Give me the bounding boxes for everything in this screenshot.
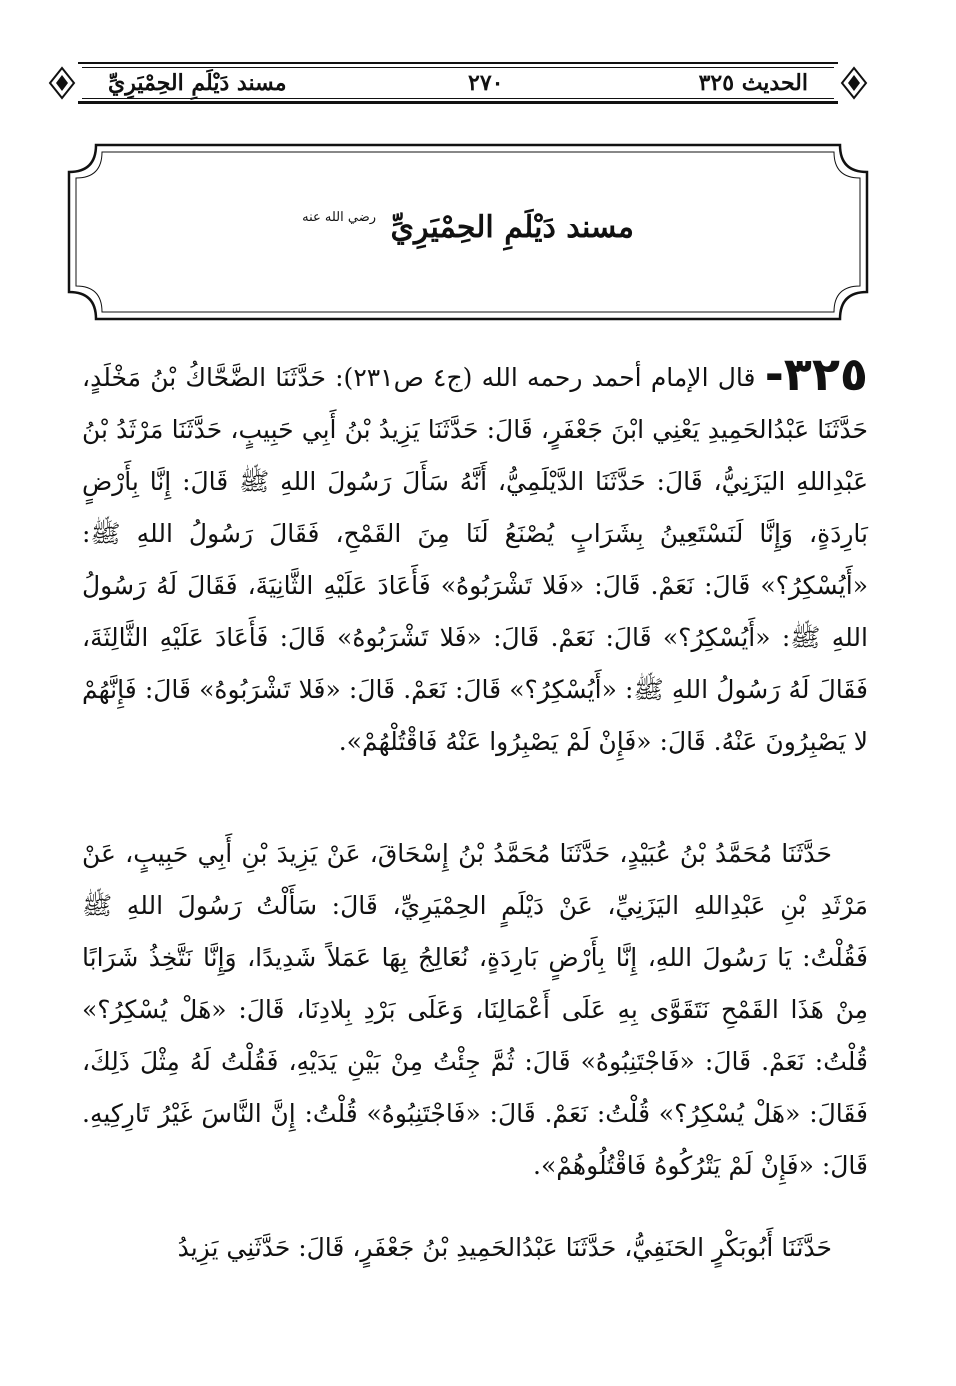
hadith-paragraph-2 (82, 828, 868, 1192)
right-ornament-icon (840, 66, 868, 100)
hadith-paragraph-3 (82, 1222, 868, 1274)
hadith-text-1: قال الإمام أحمد رحمه الله (ج٤ ص٢٣١): حَدَّثَنَا الضَّحَّاكُ بْنُ مَخْلَدٍ، حَدَّثَنَا عَبْدُالحَمِيدِ يَعْنِي ابْنَ جَعْفَرٍ، قَالَ: حَدَّثَنَا يَزِيدُ بْنُ أَبِي حَبِيبٍ، حَدَّثَنَا مَرْثَدُ بْنُ عَبْدِاللهِ اليَزَنِيُّ، قَالَ: حَدَّثَنَا الدَّيْلَمِيُّ، أَنَّهُ سَأَلَ رَسُولَ اللهِ ﷺ قَالَ: إِنَّا بِأَرْضٍ بَارِدَةٍ، وَإِنَّا لَنَسْتَعِينُ بِشَرَابٍ يُصْنَعُ لَنَا مِنَ القَمْحِ، فَقَالَ رَسُولُ اللهِ ﷺ: «أَيُسْكِرُ؟» قَالَ: نَعَمْ. قَالَ: «فَلا تَشْرَبُوهُ» فَأَعَادَ عَلَيْهِ الثَّانِيَةَ، فَقَالَ لَهُ رَسُولُ اللهِ ﷺ: «أَيُسْكِرُ؟» قَالَ: نَعَمْ. قَالَ: «فَلا تَشْرَبُوهُ» قَالَ: فَأَعَادَ عَلَيْهِ الثَّالِثَةَ، فَقَالَ لَهُ رَسُولُ اللهِ ﷺ: «أَيُسْكِرُ؟» قَالَ: نَعَمْ. قَالَ: «فَلا تَشْرَبُوهُ» قَالَ: فَإِنَّهُمْ لا يَصْبِرُونَ عَنْهُ. قَالَ: «فَإِنْ لَمْ يَصْبِرُوا عَنْهُ فَاقْتُلْهُمْ». (82, 363, 868, 756)
hadith-number: ٣٢٥- (764, 347, 869, 401)
honorific-seal: رضي الله عنه (302, 210, 377, 225)
running-header (48, 62, 868, 104)
hadith-text-3: حَدَّثَنَا أَبُوبَكْرٍ الحَنَفِيُّ، حَدَّثَنَا عَبْدُالحَمِيدِ بْنُ جَعْفَرٍ، قَالَ: حَدَّثَنِي يَزِيدُ (177, 1233, 832, 1262)
header-top-rule (78, 62, 838, 64)
hadith-text-2: حَدَّثَنَا مُحَمَّدُ بْنُ عُبَيْدٍ، حَدَّثَنَا مُحَمَّدُ بْنُ إِسْحَاقَ، عَنْ يَزِيدَ بْنِ أَبِي حَبِيبٍ، عَنْ مَرْثَدِ بْنِ عَبْدِاللهِ اليَزَنِيِّ، عَنْ دَيْلَمٍ الحِمْيَرِيِّ، قَالَ: سَأَلْتُ رَسُولَ اللهِ ﷺ فَقُلْتُ: يَا رَسُولَ اللهِ، إِنَّا بِأَرْضٍ بَارِدَةٍ، نُعَالِجُ بِهَا عَمَلاً شَدِيدًا، وَإِنَّا نَتَّخِذُ شَرَابًا مِنْ هَذَا القَمْحِ نَتَقَوَّى بِهِ عَلَى أَعْمَالِنَا، وَعَلَى بَرْدِ بِلادِنَا، قَالَ: «هَلْ يُسْكِرُ؟» قُلْتُ: نَعَمْ. قَالَ: «فَاجْتَنِبُوهُ» قَالَ: ثُمَّ جِئْتُ مِنْ بَيْنِ يَدَيْهِ، فَقُلْتُ لَهُ مِثْلَ ذَلِكَ، فَقَالَ: «هَلْ يُسْكِرُ؟» قُلْتُ: نَعَمْ. قَالَ: «فَاجْتَنِبُوهُ» قُلْتُ: إِنَّ النَّاسَ غَيْرُ تَارِكِيهِ. قَالَ: «فَإِنْ لَمْ يَتْرُكُوهُ فَاقْتُلُوهُمْ». (82, 839, 868, 1180)
chapter-title (66, 210, 870, 245)
left-ornament-icon (48, 66, 76, 100)
header-bottom-rule (78, 101, 838, 104)
header-chapter-title: مسند دَيْلَمِ الحِمْيَرِيِّ (108, 70, 287, 96)
page-number: ٢٧٠ (468, 70, 504, 96)
hadith-paragraph-1 (82, 348, 868, 768)
chapter-title-text: مسند دَيْلَمِ الحِمْيَرِيِّ (390, 210, 634, 245)
chapter-title-frame (66, 142, 870, 322)
header-hadith-label: الحديث ٣٢٥ (698, 70, 808, 96)
